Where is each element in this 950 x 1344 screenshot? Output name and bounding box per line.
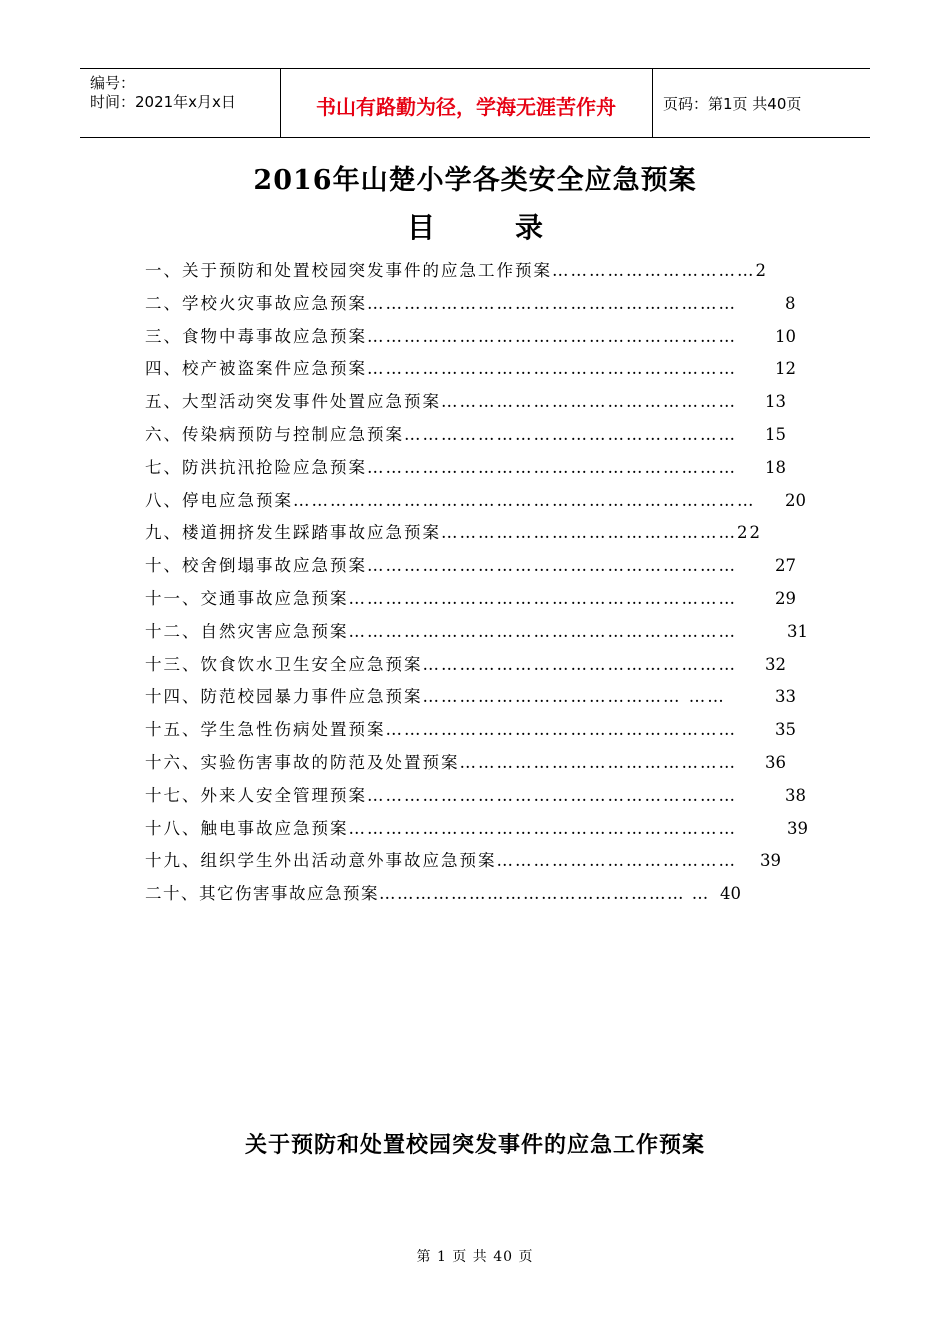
toc-entry-page: 39 (760, 851, 781, 871)
toc-entry[interactable] (145, 616, 825, 649)
toc-entry-page: 13 (765, 392, 786, 412)
toc-entry-label: 十七、外来人安全管理预案…………………………………………………… (145, 785, 737, 805)
header-motto: 书山有路勤为径，学海无涯苦作舟 (316, 95, 616, 119)
toc-heading-right: 录 (515, 211, 544, 244)
toc-entry[interactable] (145, 681, 825, 714)
toc-entry-label: 七、防洪抗汛抢险应急预案…………………………………………………… (145, 457, 737, 477)
toc-heading-left: 目 (406, 211, 435, 244)
toc-entry[interactable] (145, 813, 825, 846)
toc-entry-label: 十一、交通事故应急预案……………………………………………………… (145, 588, 737, 608)
document-date-label: 时间：2021年x月x日 (90, 93, 236, 111)
toc-entry-page: 27 (775, 556, 796, 576)
toc-entry-label: 六、传染病预防与控制应急预案……………………………………………… (145, 424, 737, 444)
toc-entry-page: 18 (765, 457, 786, 477)
toc-entry-label: 二、学校火灾事故应急预案…………………………………………………… (145, 293, 737, 313)
page-footer: 第 1 页 共 40 页 (416, 1249, 534, 1265)
toc-entry-page: 15 (765, 424, 786, 444)
page-header (80, 68, 870, 138)
toc-entry-page: 31 (787, 621, 808, 641)
toc-heading (0, 206, 950, 246)
header-motto-cell (280, 69, 653, 137)
toc-entry[interactable] (145, 649, 825, 682)
toc-entry-label: 十二、自然灾害应急预案……………………………………………………… (145, 621, 737, 641)
toc-entry-page: 12 (775, 359, 796, 379)
toc-entry[interactable] (145, 288, 825, 321)
toc-entry-page: 8 (785, 293, 796, 313)
toc-entry[interactable] (145, 386, 825, 419)
toc-entry-label: 十六、实验伤害事故的防范及处置预案……………………………………… (145, 752, 737, 772)
header-meta-cell (80, 69, 281, 137)
toc-entry[interactable] (145, 452, 825, 485)
toc-entry-label: 二十、其它伤害事故应急预案…………………………………………… … (145, 884, 710, 904)
toc-entry-page: 39 (787, 818, 808, 838)
toc-entry-page: 20 (785, 490, 806, 510)
toc-entry[interactable] (145, 321, 825, 354)
toc-entry-page: 36 (765, 752, 786, 772)
document-title: 2016年山楚小学各类安全应急预案 (253, 165, 697, 196)
toc-entry-label: 九、楼道拥挤发生踩踏事故应急预案…………………………………………22 (145, 523, 762, 543)
toc-entry-label: 十九、组织学生外出活动意外事故应急预案………………………………… (145, 851, 737, 871)
header-page-info: 页码：第1页 共40页 (663, 95, 802, 113)
toc-entry-label: 四、校产被盗案件应急预案…………………………………………………… (145, 359, 737, 379)
toc-entry-page: 35 (775, 720, 796, 740)
toc-entry-label: 十八、触电事故应急预案……………………………………………………… (145, 818, 737, 838)
toc-entry-page: 10 (775, 326, 796, 346)
toc-entry[interactable] (145, 747, 825, 780)
toc-entry-page: 40 (720, 884, 741, 904)
document-number-label: 编号： (90, 74, 136, 92)
toc-entry[interactable] (145, 255, 825, 288)
toc-entry-page: 33 (775, 687, 796, 707)
toc-entry-page: 29 (775, 588, 796, 608)
toc-entry[interactable] (145, 780, 825, 813)
toc-entry-label: 一、关于预防和处置校园突发事件的应急工作预案……………………………2 (145, 261, 768, 280)
toc-entry-label: 十、校舍倒塌事故应急预案…………………………………………………… (145, 556, 737, 576)
toc-entry[interactable] (145, 878, 825, 911)
toc-entry[interactable] (145, 353, 825, 386)
toc-entry[interactable] (145, 714, 825, 747)
toc-entry[interactable] (145, 845, 825, 878)
header-page-cell (653, 69, 870, 137)
toc-entry[interactable] (145, 550, 825, 583)
section-title: 关于预防和处置校园突发事件的应急工作预案 (244, 1132, 705, 1158)
toc-entry[interactable] (145, 583, 825, 616)
toc-entry-page: 32 (765, 654, 786, 674)
toc-entry-label: 五、大型活动突发事件处置应急预案………………………………………… (145, 392, 737, 412)
toc-entry-label: 十四、防范校园暴力事件应急预案…………………………………… …… (145, 687, 726, 707)
table-of-contents (145, 255, 825, 911)
toc-entry-label: 十五、学生急性伤病处置预案………………………………………………… (145, 720, 737, 740)
toc-entry-page: 38 (785, 785, 806, 805)
toc-entry[interactable] (145, 517, 825, 550)
toc-entry[interactable] (145, 419, 825, 452)
toc-entry-label: 三、食物中毒事故应急预案…………………………………………………… (145, 326, 737, 346)
toc-entry-label: 八、停电应急预案………………………………………………………………… (145, 490, 756, 510)
toc-entry[interactable] (145, 485, 825, 518)
toc-entry-label: 十三、饮食饮水卫生安全应急预案…………………………………………… (145, 654, 737, 674)
